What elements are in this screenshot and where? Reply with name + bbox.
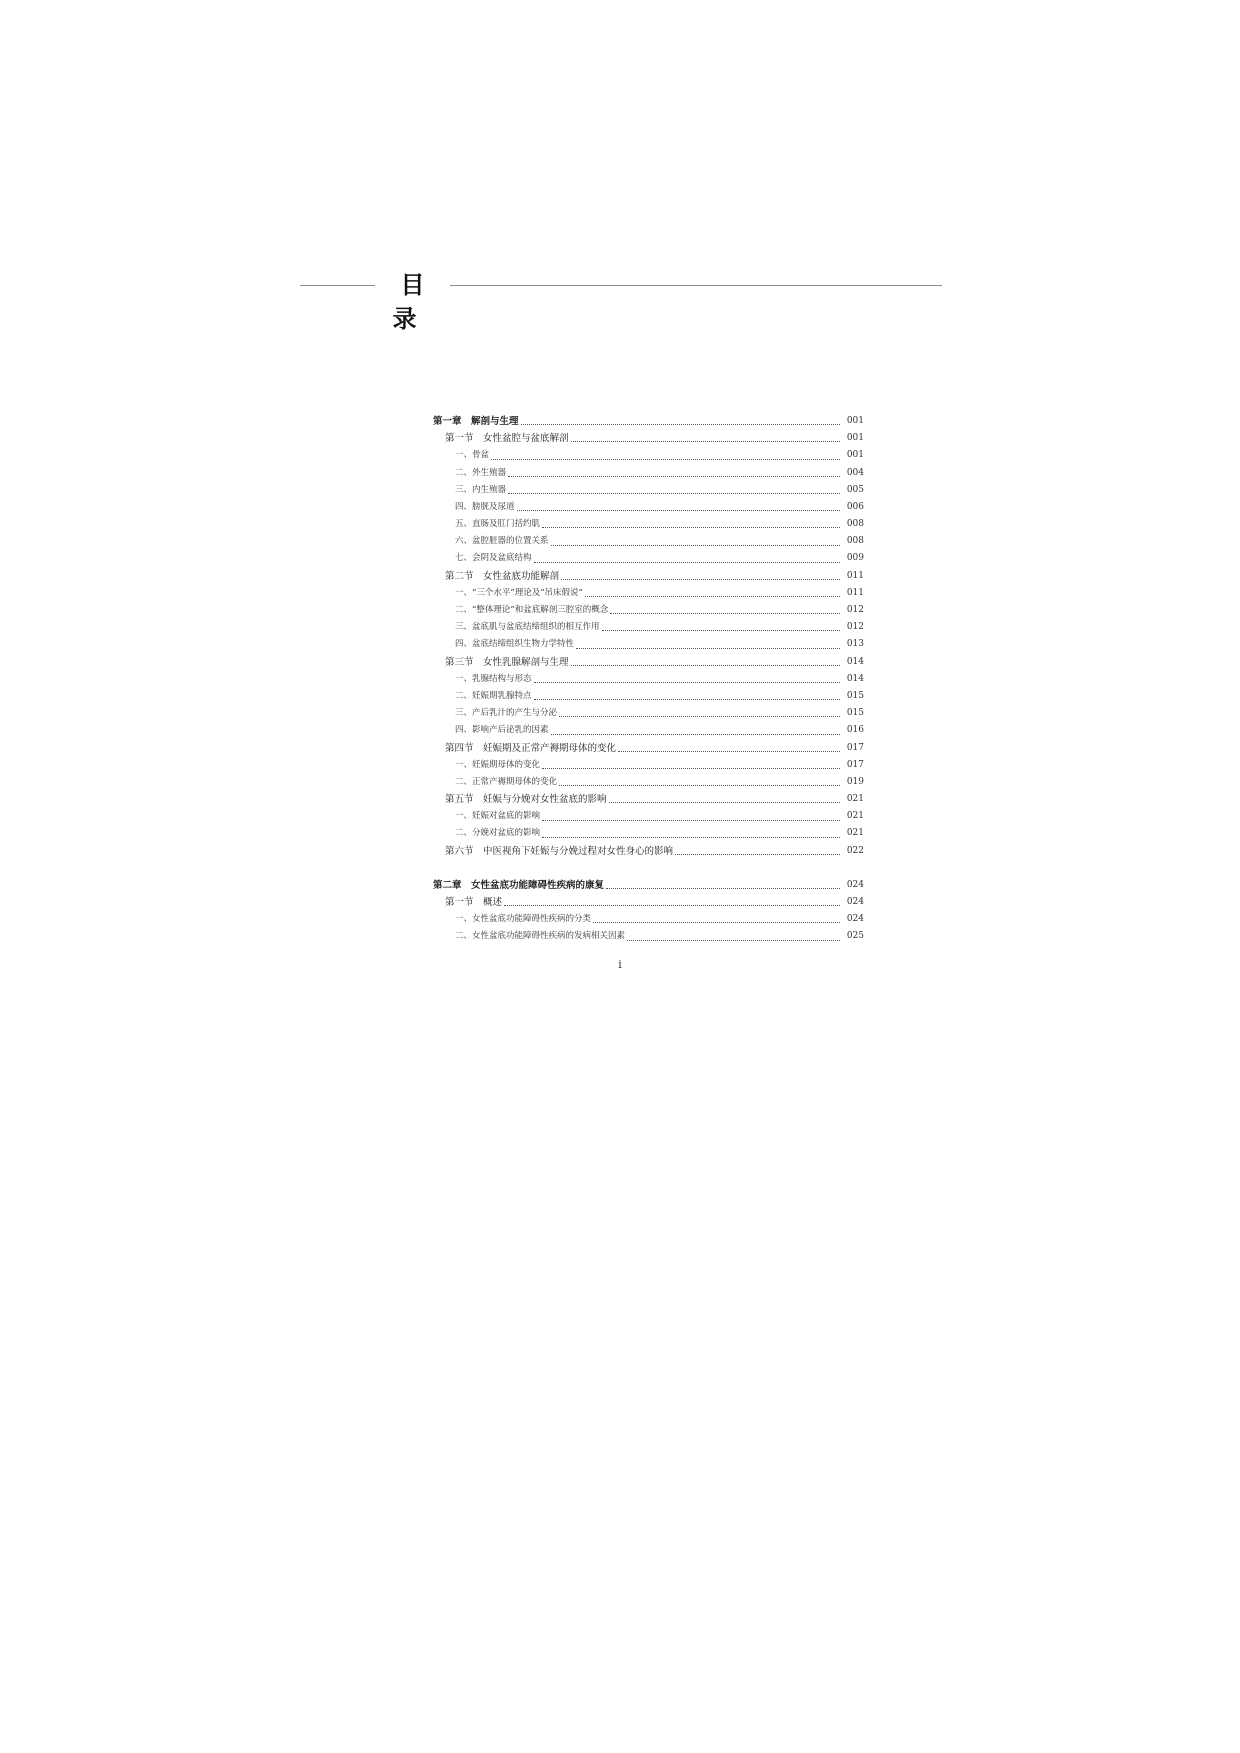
toc-item[interactable]: [433, 551, 864, 568]
toc-entry-title: 二、外生殖器: [455, 467, 507, 478]
dot-leader: [542, 820, 840, 821]
page-number-footer: i: [618, 958, 622, 971]
toc-page-number: 021: [846, 828, 864, 839]
toc-page-number: 005: [846, 484, 864, 495]
toc-entry-title: 一、妊娠对盆底的影响: [455, 811, 541, 822]
toc-page-number: 021: [846, 794, 864, 805]
toc-entry-title: 二、分娩对盆底的影响: [455, 828, 541, 839]
toc-section[interactable]: [433, 740, 864, 757]
dot-leader: [571, 441, 840, 442]
dot-leader: [559, 716, 840, 717]
toc-item[interactable]: [433, 722, 864, 739]
toc-entry-title: 三、盆底肌与盆底结缔组织的相互作用: [455, 622, 600, 633]
toc-page-number: 021: [846, 811, 864, 822]
toc-item[interactable]: [433, 705, 864, 722]
toc-entry-title: 四、影响产后泌乳的因素: [455, 725, 549, 736]
toc-chapter[interactable]: [433, 413, 864, 430]
toc-entry-title: 六、盆腔脏器的位置关系: [455, 536, 549, 547]
dot-leader: [491, 459, 840, 460]
toc-page-number: 011: [846, 570, 864, 581]
toc-entry-title: 五、直肠及肛门括约肌: [455, 519, 541, 530]
dot-leader: [542, 768, 840, 769]
toc-item[interactable]: [433, 928, 864, 945]
dot-leader: [576, 648, 840, 649]
toc-page-number: 001: [846, 415, 864, 426]
toc-entry-title: 第五节 妊娠与分娩对女性盆底的影响: [445, 794, 607, 806]
toc-page-number: 025: [846, 931, 864, 942]
toc-item[interactable]: [433, 911, 864, 928]
toc-section[interactable]: [433, 654, 864, 671]
toc-page-number: 009: [846, 553, 864, 564]
heading-rule-left: [300, 285, 375, 286]
toc-section[interactable]: [433, 430, 864, 447]
dot-leader: [571, 665, 840, 666]
toc-item[interactable]: [433, 688, 864, 705]
toc-section[interactable]: [433, 568, 864, 585]
dot-leader: [559, 785, 840, 786]
toc-item[interactable]: [433, 516, 864, 533]
toc-item[interactable]: [433, 808, 864, 825]
toc-entry-title: 一、“三个水平”理论及“吊床假说”: [455, 587, 583, 598]
toc-item[interactable]: [433, 499, 864, 516]
toc-page-number: 013: [846, 639, 864, 650]
toc-entry-title: 二、女性盆底功能障碍性疾病的发病相关因素: [455, 931, 626, 942]
dot-leader: [521, 424, 840, 425]
toc-entry-title: 第六节 中医视角下妊娠与分娩过程对女性身心的影响: [445, 845, 674, 857]
toc-entry-title: 一、女性盆底功能障碍性疾病的分类: [455, 914, 592, 925]
toc-page-number: 012: [846, 605, 864, 616]
toc-entry-title: 第一节 概述: [445, 897, 503, 909]
toc-page-number: 015: [846, 690, 864, 701]
dot-leader: [534, 562, 840, 563]
toc-page-number: 016: [846, 725, 864, 736]
toc-section[interactable]: [433, 843, 864, 860]
toc-entry-title: 三、产后乳汁的产生与分泌: [455, 708, 558, 719]
toc-item[interactable]: [433, 585, 864, 602]
toc-page-number: 017: [846, 759, 864, 770]
toc-entry-title: 四、盆底结缔组织生物力学特性: [455, 639, 575, 650]
dot-leader: [534, 699, 840, 700]
toc-page-number: 024: [846, 879, 864, 890]
dot-leader: [627, 940, 840, 941]
toc-section[interactable]: [433, 894, 864, 911]
toc-item[interactable]: [433, 602, 864, 619]
toc-entry-title: 二、正常产褥期母体的变化: [455, 776, 558, 787]
toc-page-number: 014: [846, 656, 864, 667]
dot-leader: [517, 510, 840, 511]
dot-leader: [508, 493, 840, 494]
dot-leader: [602, 630, 840, 631]
dot-leader: [561, 579, 840, 580]
dot-leader: [504, 905, 840, 906]
toc-page-number: 012: [846, 622, 864, 633]
chapter-spacer: [433, 860, 864, 877]
page-title: 目 录: [392, 271, 441, 333]
toc-page-number: 015: [846, 708, 864, 719]
toc-entry-title: 七、会阴及盆底结构: [455, 553, 532, 564]
toc-page-number: 001: [846, 450, 864, 461]
toc-item[interactable]: [433, 636, 864, 653]
toc-entry-title: 第一节 女性盆腔与盆底解剖: [445, 433, 569, 445]
toc-page-number: 014: [846, 673, 864, 684]
dot-leader: [675, 854, 840, 855]
dot-leader: [508, 476, 840, 477]
toc-page-number: 008: [846, 536, 864, 547]
toc-entry-title: 第一章 解剖与生理: [433, 415, 519, 427]
dot-leader: [551, 545, 840, 546]
toc-entry-title: 第三节 女性乳腺解剖与生理: [445, 656, 569, 668]
toc-item[interactable]: [433, 826, 864, 843]
dot-leader: [542, 837, 840, 838]
table-of-contents: [433, 413, 864, 946]
toc-item[interactable]: [433, 774, 864, 791]
toc-entry-title: 一、乳腺结构与形态: [455, 673, 532, 684]
toc-entry-title: 第二章 女性盆底功能障碍性疾病的康复: [433, 879, 605, 891]
dot-leader: [606, 888, 840, 889]
toc-page-number: 022: [846, 845, 864, 856]
toc-item[interactable]: [433, 671, 864, 688]
toc-entry-title: 一、妊娠期母体的变化: [455, 759, 541, 770]
toc-entry-title: 二、妊娠期乳腺特点: [455, 690, 532, 701]
toc-item[interactable]: [433, 447, 864, 464]
toc-entry-title: 二、“整体理论”和盆底解剖三腔室的概念: [455, 605, 609, 616]
toc-item[interactable]: [433, 533, 864, 550]
dot-leader: [542, 527, 840, 528]
heading-rule-right: [450, 285, 942, 286]
toc-item[interactable]: [433, 482, 864, 499]
toc-page-number: 024: [846, 897, 864, 908]
toc-entry-title: 四、膀胱及尿道: [455, 501, 515, 512]
toc-page-number: 006: [846, 501, 864, 512]
toc-page-number: 004: [846, 467, 864, 478]
toc-page-number: 019: [846, 776, 864, 787]
toc-entry-title: 第四节 妊娠期及正常产褥期母体的变化: [445, 742, 617, 754]
toc-page-number: 008: [846, 519, 864, 530]
dot-leader: [585, 596, 840, 597]
toc-item[interactable]: [433, 619, 864, 636]
dot-leader: [610, 613, 840, 614]
toc-entry-title: 一、骨盆: [455, 450, 490, 461]
dot-leader: [551, 734, 840, 735]
toc-page-number: 017: [846, 742, 864, 753]
toc-item[interactable]: [433, 757, 864, 774]
dot-leader: [618, 751, 840, 752]
toc-page-number: 001: [846, 433, 864, 444]
toc-page-number: 024: [846, 914, 864, 925]
dot-leader: [534, 682, 840, 683]
toc-entry-title: 第二节 女性盆底功能解剖: [445, 570, 560, 582]
toc-item[interactable]: [433, 465, 864, 482]
dot-leader: [609, 802, 840, 803]
toc-entry-title: 三、内生殖器: [455, 484, 507, 495]
dot-leader: [593, 922, 840, 923]
toc-section[interactable]: [433, 791, 864, 808]
toc-page-number: 011: [846, 587, 864, 598]
toc-chapter[interactable]: [433, 877, 864, 894]
